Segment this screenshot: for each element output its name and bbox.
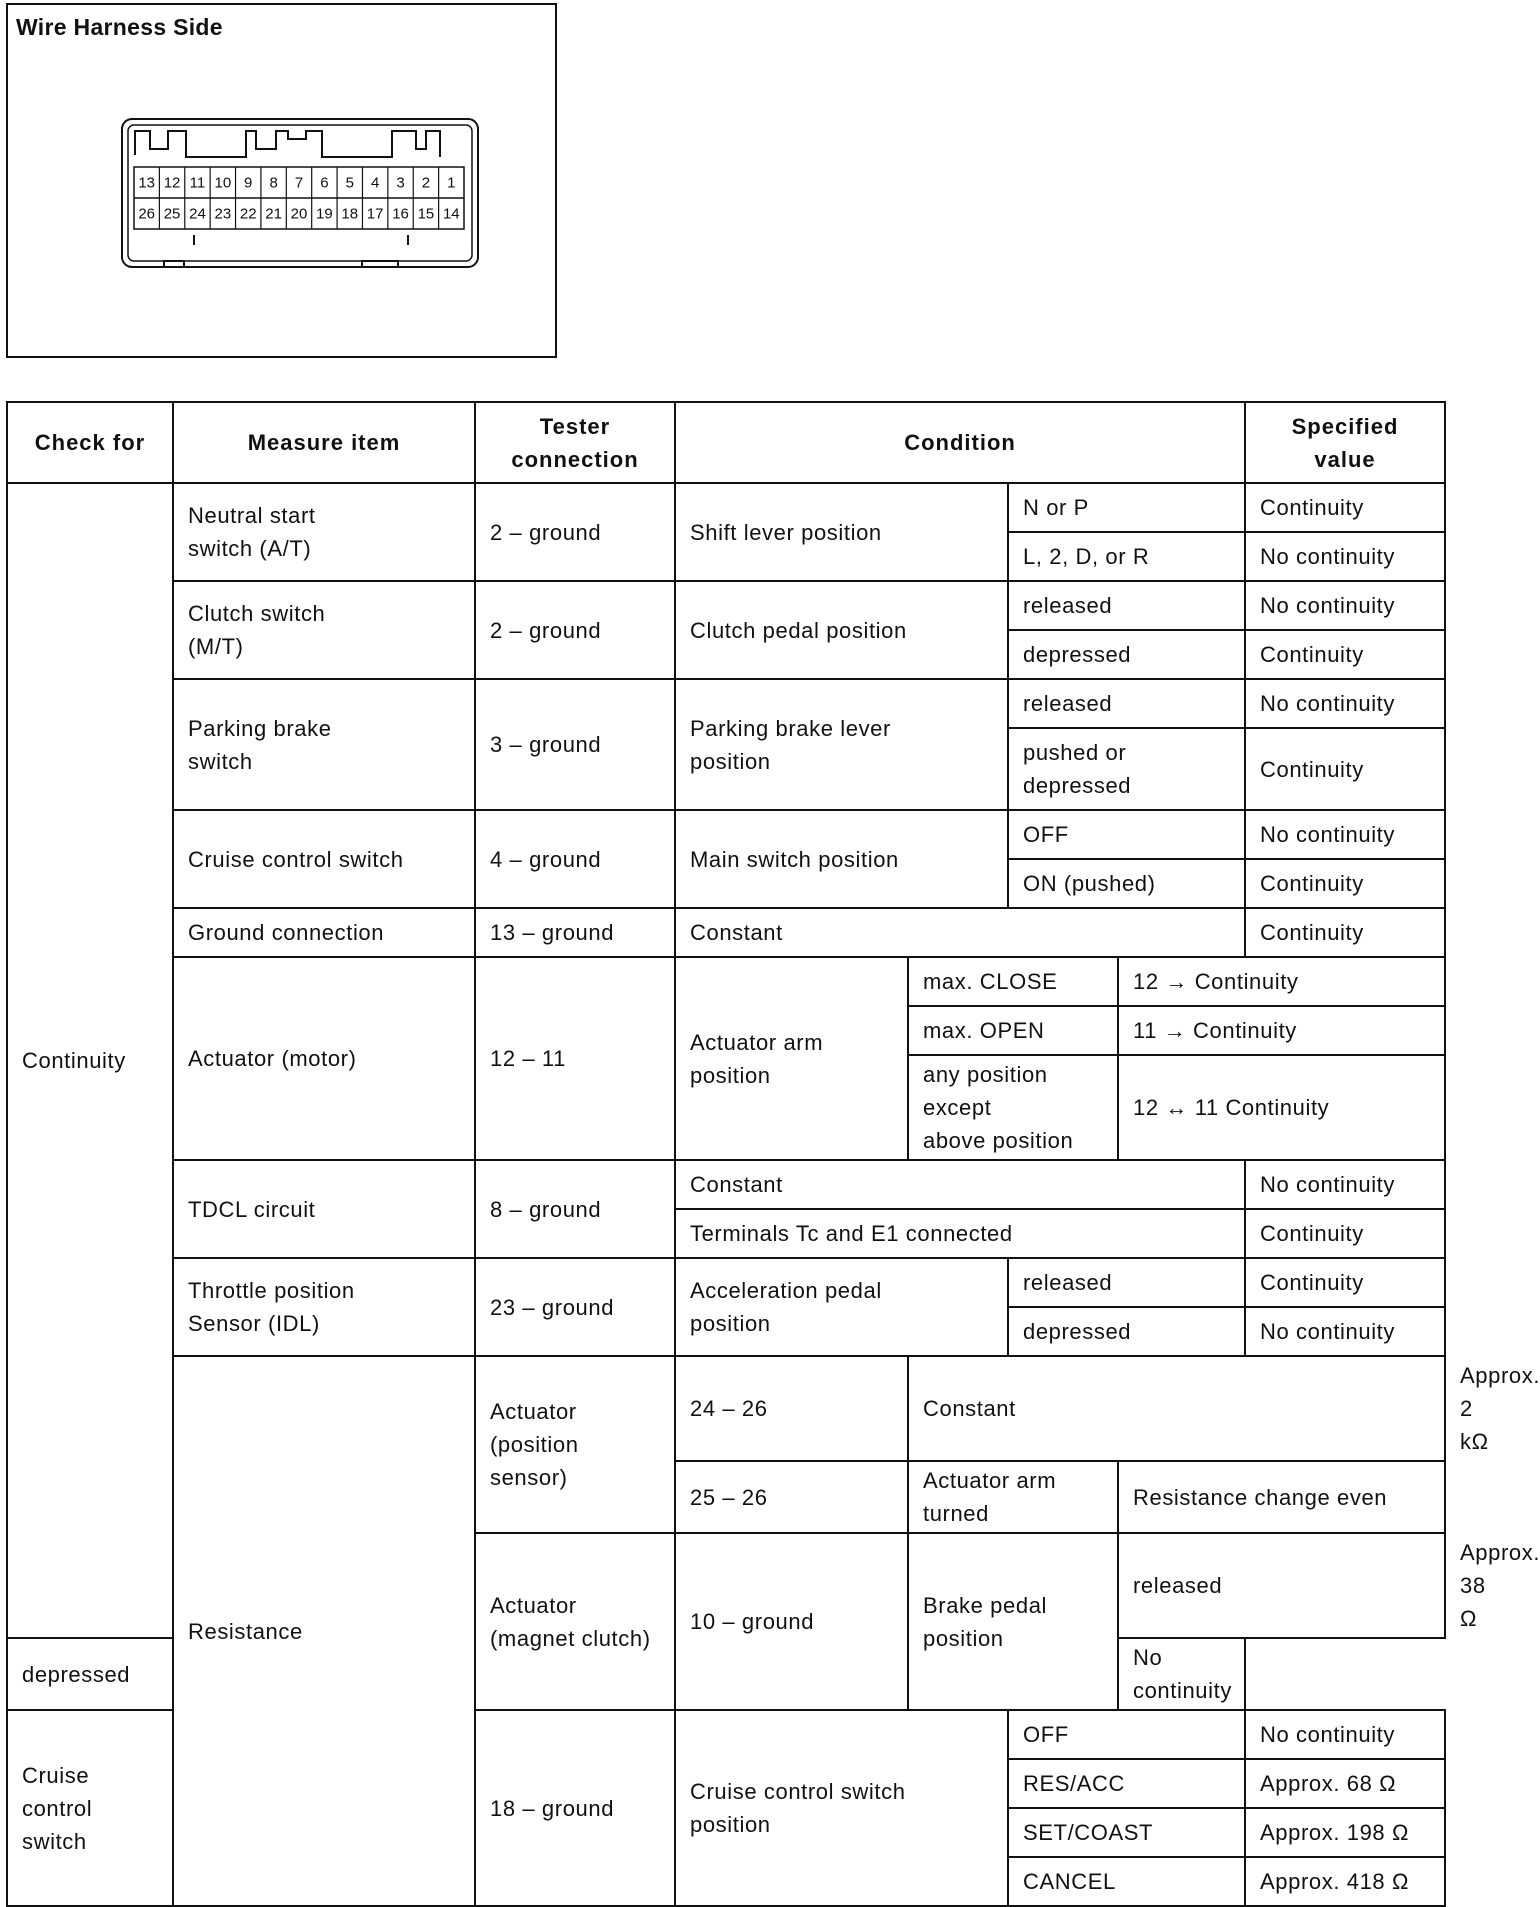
pin-label: 12 [163, 174, 181, 192]
harness-title: Wire Harness Side [16, 14, 223, 40]
specified-value: No continuity [1118, 1638, 1245, 1710]
subcondition: depressed [1008, 630, 1245, 679]
specified-value: 11 → Continuity [1118, 1006, 1445, 1055]
subcondition: L, 2, D, or R [1008, 532, 1245, 581]
table-row: Resistance Actuator (position sensor) 24 – 26 Constant Approx. 2 kΩ [7, 1356, 1445, 1461]
subcondition: SET/COAST [1008, 1808, 1245, 1857]
pin-label: 17 [366, 205, 384, 223]
subcondition: max. CLOSE [908, 957, 1118, 1006]
table-row [7, 1160, 1445, 1209]
wire-harness-panel [6, 3, 557, 358]
measure-item-throttle: Throttle position Sensor (IDL) [173, 1258, 475, 1356]
tester-actuator-sensor-2: 25 – 26 [675, 1461, 908, 1533]
tester-actuator-motor: 12 – 11 [475, 957, 675, 1160]
pin-label: 18 [341, 205, 359, 223]
subcondition: max. OPEN [908, 1006, 1118, 1055]
header-tester-connection: Tester connection [475, 402, 675, 483]
specified-value: Continuity [1245, 1258, 1445, 1307]
measure-item-ground: Ground connection [173, 908, 475, 957]
subcondition: depressed [1008, 1307, 1245, 1356]
measure-item-magnet: Actuator (magnet clutch) [475, 1533, 675, 1710]
specified-value: Approx. 418 Ω [1245, 1857, 1445, 1906]
specified-value: Continuity [1245, 1209, 1445, 1258]
tester-cruise-main: 4 – ground [475, 810, 675, 908]
specified-value: No continuity [1245, 532, 1445, 581]
pin-label: 20 [290, 205, 308, 223]
pin-label: 4 [370, 174, 380, 192]
specified-value: Continuity [1245, 483, 1445, 532]
subcondition: OFF [1008, 810, 1245, 859]
condition-cruise-res: Cruise control switch position [675, 1710, 1008, 1906]
tester-parking: 3 – ground [475, 679, 675, 810]
pin-label: 13 [138, 174, 156, 192]
specified-value: Continuity [1245, 728, 1445, 810]
measure-item-tdcl: TDCL circuit [173, 1160, 475, 1258]
pin-label: 25 [163, 205, 181, 223]
measure-item-clutch: Clutch switch (M/T) [173, 581, 475, 679]
check-for-continuity: Continuity [7, 483, 173, 1638]
header-check-for: Check for [7, 402, 173, 483]
specified-value: Continuity [1245, 908, 1445, 957]
pin-label: 3 [396, 174, 405, 192]
pin-label: 1 [447, 174, 456, 192]
measure-item-cruise-main: Cruise control switch [173, 810, 475, 908]
pin-label: 5 [345, 174, 354, 192]
condition-tdcl-constant: Constant [675, 1160, 1245, 1209]
header-measure-item: Measure item [173, 402, 475, 483]
subcondition: RES/ACC [1008, 1759, 1245, 1808]
continuity-resistance-table [6, 401, 1540, 1907]
tester-actuator-sensor-1: 24 – 26 [675, 1356, 908, 1461]
pin-label: 21 [265, 205, 282, 223]
pin-label: 10 [214, 174, 232, 192]
measure-item-actuator-sensor: Actuator (position sensor) [475, 1356, 675, 1533]
table-row [7, 957, 1445, 1006]
table-row [7, 483, 1445, 532]
pin-label: 15 [417, 205, 435, 223]
table-row [7, 679, 1445, 728]
pin-label: 23 [214, 205, 232, 223]
pin-label: 7 [294, 174, 304, 192]
tester-throttle: 23 – ground [475, 1258, 675, 1356]
condition-clutch: Clutch pedal position [675, 581, 1008, 679]
specified-value: No continuity [1245, 1710, 1445, 1759]
condition-ground: Constant [675, 908, 1245, 957]
connector-diagram [108, 105, 488, 275]
specified-value: Approx. 198 Ω [1245, 1808, 1445, 1857]
connector-key-profile [135, 131, 440, 157]
tester-cruise-res: 18 – ground [475, 1710, 675, 1906]
condition-actuator-arm-turned: Actuator arm turned [908, 1461, 1118, 1533]
pin-label: 14 [442, 205, 460, 223]
pin-label: 11 [189, 174, 206, 192]
pin-label: 26 [138, 205, 156, 223]
specified-value: No continuity [1245, 581, 1445, 630]
header-row [7, 402, 1445, 483]
table-row [7, 908, 1445, 957]
specified-value: No continuity [1245, 679, 1445, 728]
condition-cruise-main: Main switch position [675, 810, 1008, 908]
table-row [7, 810, 1445, 859]
measure-item-neutral: Neutral start switch (A/T) [173, 483, 475, 581]
condition-throttle: Acceleration pedal position [675, 1258, 1008, 1356]
subcondition: any position except above position [908, 1055, 1118, 1160]
specified-value: No continuity [1245, 1307, 1445, 1356]
tester-neutral: 2 – ground [475, 483, 675, 581]
subcondition: pushed or depressed [1008, 728, 1245, 810]
check-for-resistance: Resistance [173, 1356, 475, 1906]
pin-label: 16 [392, 205, 409, 223]
condition-neutral: Shift lever position [675, 483, 1008, 581]
subcondition: released [1008, 679, 1245, 728]
condition-tdcl-terminals: Terminals Tc and E1 connected [675, 1209, 1245, 1258]
table-row [7, 581, 1445, 630]
tester-tdcl: 8 – ground [475, 1160, 675, 1258]
condition-magnet: Brake pedal position [908, 1533, 1118, 1710]
specified-value: Approx. 68 Ω [1245, 1759, 1445, 1808]
subcondition: released [1118, 1533, 1445, 1638]
measure-item-actuator-motor: Actuator (motor) [173, 957, 475, 1160]
connector-inner-outline [128, 125, 472, 261]
specified-value: Resistance change even [1118, 1461, 1445, 1533]
pin-label: 2 [421, 174, 431, 192]
header-condition: Condition [675, 402, 1245, 483]
condition-actuator-sensor-constant: Constant [908, 1356, 1445, 1461]
specified-value: 12 ↔ 11 Continuity [1118, 1055, 1445, 1160]
subcondition: released [1008, 581, 1245, 630]
pin-label: 8 [269, 174, 278, 192]
pins-top-row [138, 167, 455, 198]
condition-actuator-motor: Actuator arm position [675, 957, 908, 1160]
table-row: Actuator (magnet clutch) 10 – ground Brake pedal position released Approx. 38 Ω [7, 1533, 1445, 1638]
subcondition: depressed [7, 1638, 475, 1710]
specified-value: No continuity [1245, 810, 1445, 859]
subcondition: ON (pushed) [1008, 859, 1245, 908]
specified-value: 12 → Continuity [1118, 957, 1445, 1006]
pin-label: 24 [189, 205, 206, 223]
header-specified-value: Specified value [1245, 402, 1445, 483]
pin-label: 6 [320, 174, 329, 192]
pins-bottom-row [138, 198, 459, 229]
subcondition: CANCEL [1008, 1857, 1245, 1906]
connector-outline [122, 119, 478, 267]
specified-value: Continuity [1245, 859, 1445, 908]
table-row [7, 1258, 1445, 1307]
specified-value: No continuity [1245, 1160, 1445, 1209]
subcondition: OFF [1008, 1710, 1245, 1759]
subcondition: released [1008, 1258, 1245, 1307]
pin-label: 19 [316, 205, 333, 223]
tester-clutch: 2 – ground [475, 581, 675, 679]
measure-item-parking: Parking brake switch [173, 679, 475, 810]
tester-ground: 13 – ground [475, 908, 675, 957]
subcondition: N or P [1008, 483, 1245, 532]
condition-parking: Parking brake lever position [675, 679, 1008, 810]
measure-item-cruise-res: Cruise control switch [7, 1710, 173, 1906]
pin-label: 9 [244, 174, 253, 192]
tester-magnet: 10 – ground [675, 1533, 908, 1710]
pin-label: 22 [239, 205, 257, 223]
specified-value: Continuity [1245, 630, 1445, 679]
